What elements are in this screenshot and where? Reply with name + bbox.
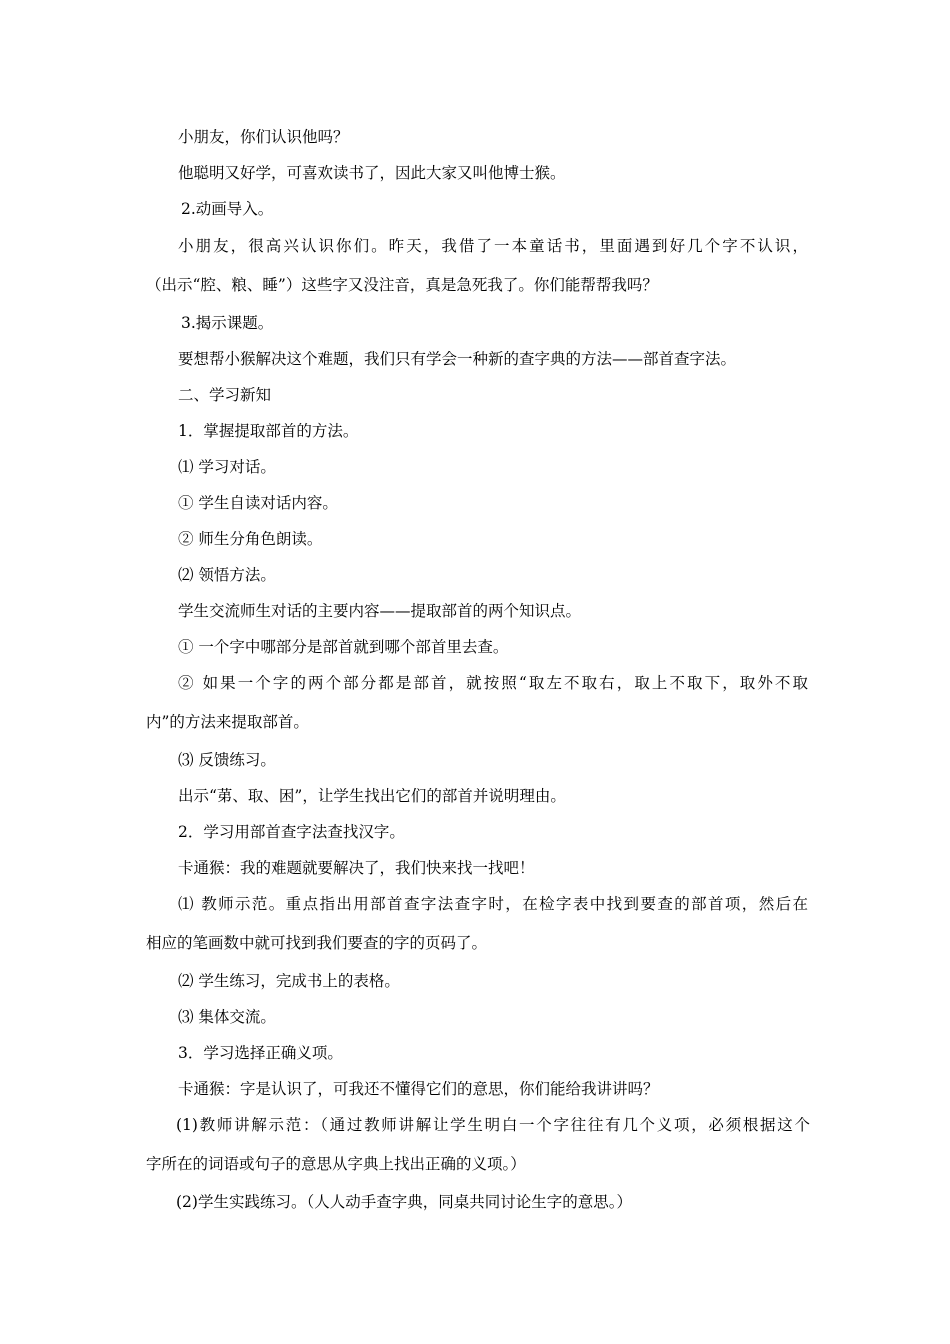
text-line: 3.揭示课题。 xyxy=(181,314,274,332)
text-line: 要想帮小猴解决这个难题，我们只有学会一种新的查字典的方法——部首查字法。 xyxy=(178,350,737,368)
text-line: 字所在的词语或句子的意思从字典上找出正确的义项。） xyxy=(146,1155,526,1173)
text-line: 学生交流师生对话的主要内容——提取部首的两个知识点。 xyxy=(178,602,582,620)
text-line: 出示“苐、取、困”，让学生找出它们的部首并说明理由。 xyxy=(178,787,566,805)
text-line: (2)学生实践练习。（人人动手查字典，同桌共同讨论生字的意思。） xyxy=(176,1193,632,1211)
text-line: 相应的笔画数中就可找到我们要查的字的页码了。 xyxy=(146,934,488,952)
text-line: ② 师生分角色朗读。 xyxy=(178,530,323,548)
text-line: ⑶ 集体交流。 xyxy=(178,1008,276,1026)
text-line: 2.动画导入。 xyxy=(181,200,274,218)
text-line: ① 学生自读对话内容。 xyxy=(178,494,338,512)
text-line: 小朋友，你们认识他吗？ xyxy=(178,128,349,146)
text-line: ⑴ 教师示范。重点指出用部首查字法查字时，在检字表中找到要查的部首项，然后在 xyxy=(178,895,808,913)
text-line: ⑶ 反馈练习。 xyxy=(178,751,276,769)
text-line: 卡通猴：字是认识了，可我还不懂得它们的意思，你们能给我讲讲吗？ xyxy=(178,1080,659,1098)
text-line: 小朋友，很高兴认识你们。昨天，我借了一本童话书，里面遇到好几个字不认识， xyxy=(178,237,808,255)
text-line: 他聪明又好学，可喜欢读书了，因此大家又叫他博士猴。 xyxy=(178,164,566,182)
text-line: 内”的方法来提取部首。 xyxy=(146,713,309,731)
text-line: （出示“腔、粮、睡”）这些字又没注音，真是急死我了。你们能帮帮我吗？ xyxy=(146,276,658,294)
text-line: ② 如果一个字的两个部分都是部首，就按照“取左不取右，取上不取下，取外不取 xyxy=(178,674,808,692)
text-line: (1)教师讲解示范：（通过教师讲解让学生明白一个字往往有几个义项，必须根据这个 xyxy=(176,1116,810,1134)
text-line: ① 一个字中哪部分是部首就到哪个部首里去查。 xyxy=(178,638,509,656)
text-line: ⑴ 学习对话。 xyxy=(178,458,276,476)
text-line: 2．学习用部首查字法查找汉字。 xyxy=(178,823,405,841)
text-line: 1．掌握提取部首的方法。 xyxy=(178,422,359,440)
text-line: ⑵ 学生练习，完成书上的表格。 xyxy=(178,972,400,990)
text-line: 3．学习选择正确义项。 xyxy=(178,1044,343,1062)
text-line: ⑵ 领悟方法。 xyxy=(178,566,276,584)
section-heading: 二、学习新知 xyxy=(178,386,272,404)
text-line: 卡通猴：我的难题就要解决了，我们快来找一找吧！ xyxy=(178,859,535,877)
